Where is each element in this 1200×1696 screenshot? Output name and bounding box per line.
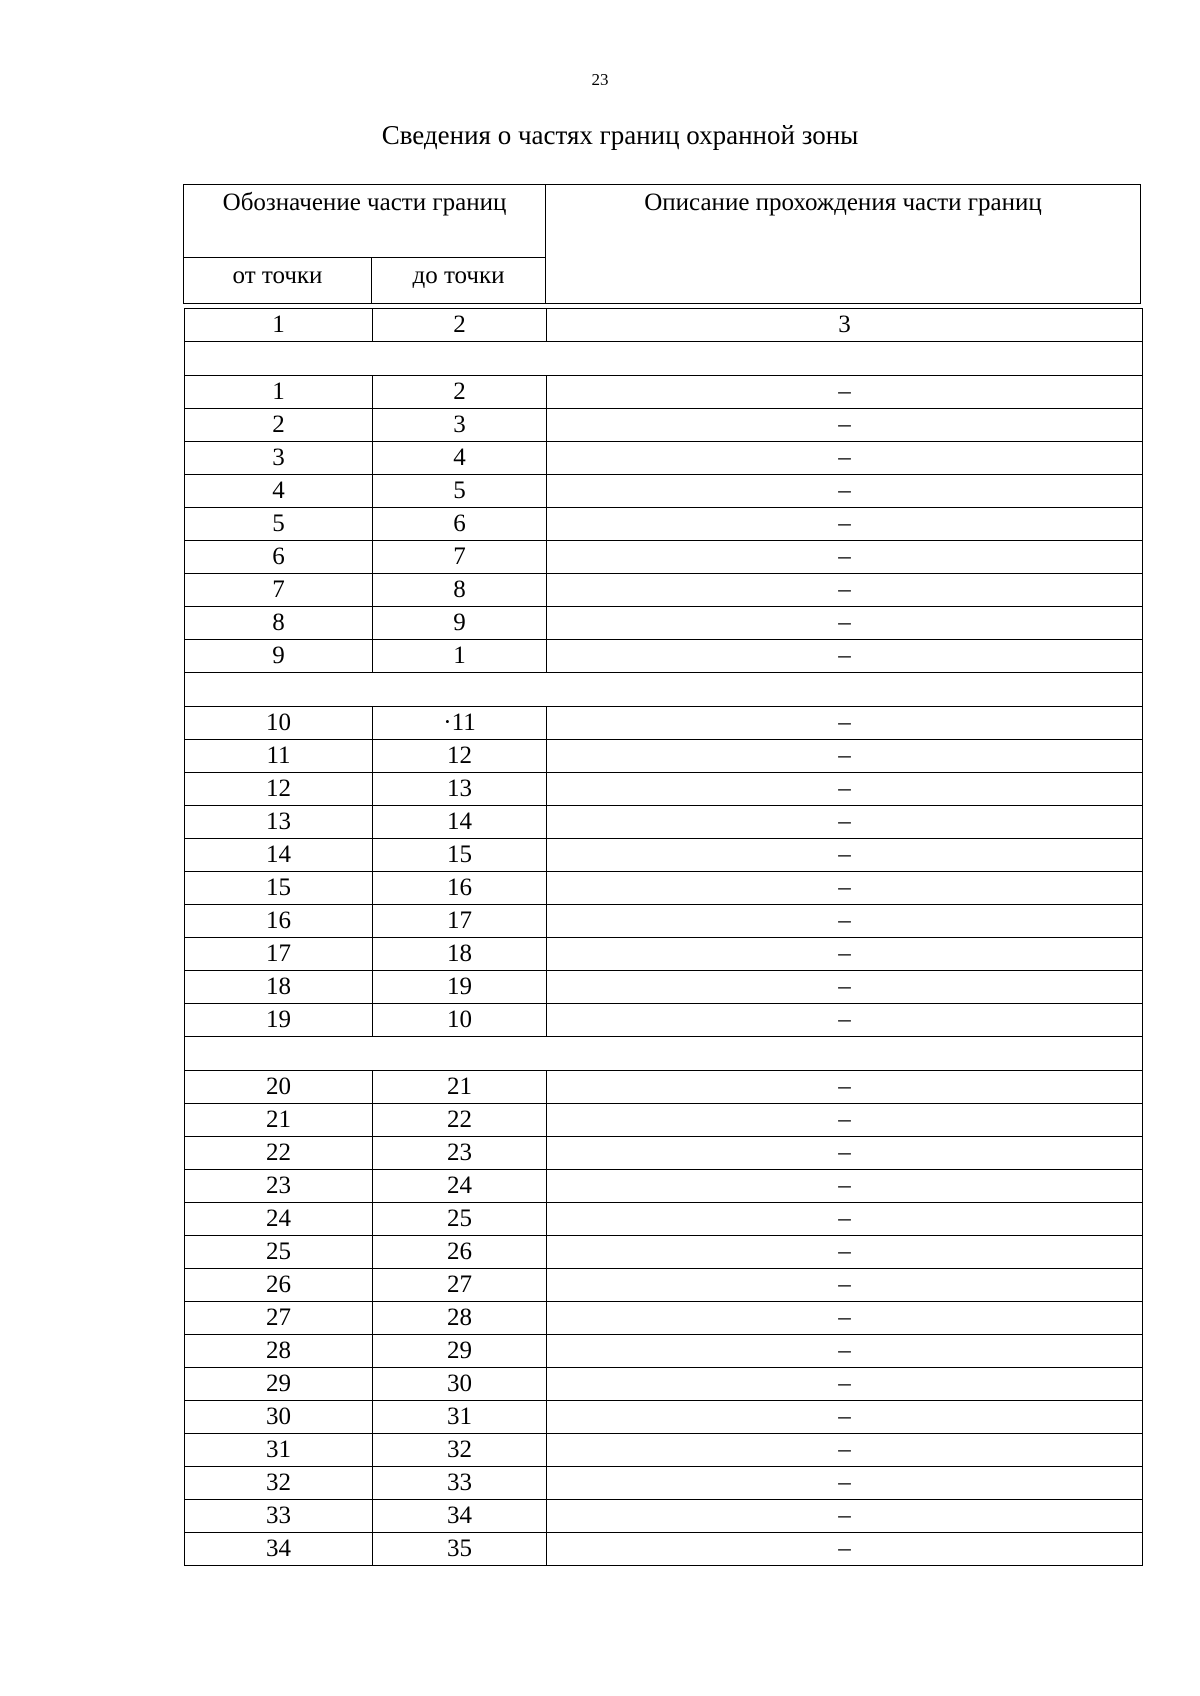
description-cell: – (547, 442, 1143, 475)
to-point-cell: 33 (373, 1467, 547, 1500)
table-row (185, 1236, 1143, 1269)
table-row (185, 1203, 1143, 1236)
to-point-cell: 21 (373, 1071, 547, 1104)
from-point-cell: 33 (185, 1500, 373, 1533)
table-row (185, 1104, 1143, 1137)
from-point-cell: 14 (185, 839, 373, 872)
table-row (185, 1368, 1143, 1401)
description-cell: – (547, 574, 1143, 607)
to-point-cell: 23 (373, 1137, 547, 1170)
from-point-cell: 24 (185, 1203, 373, 1236)
table-row (185, 1071, 1143, 1104)
table-row (185, 806, 1143, 839)
table-row (185, 1170, 1143, 1203)
to-point-cell: 2 (373, 376, 547, 409)
header-description: Описание прохождения части границ (644, 189, 1042, 216)
to-point-cell: 1 (373, 640, 547, 673)
to-point-cell: 30 (373, 1368, 547, 1401)
to-point-cell: 5 (373, 475, 547, 508)
table-row (185, 1533, 1143, 1566)
description-cell: – (547, 1236, 1143, 1269)
to-point-cell: 15 (373, 839, 547, 872)
description-cell: – (547, 607, 1143, 640)
description-cell: – (547, 475, 1143, 508)
from-point-cell: 32 (185, 1467, 373, 1500)
table-row (185, 376, 1143, 409)
from-point-cell: 21 (185, 1104, 373, 1137)
column-number-row (185, 309, 1143, 342)
from-point-cell: 10 (185, 707, 373, 740)
description-cell: – (547, 1533, 1143, 1566)
description-cell: – (547, 640, 1143, 673)
from-point-cell: 9 (185, 640, 373, 673)
description-cell: – (547, 740, 1143, 773)
column-number: 1 (185, 309, 373, 342)
table-row (185, 971, 1143, 1004)
to-point-cell: 24 (373, 1170, 547, 1203)
from-point-cell: 34 (185, 1533, 373, 1566)
description-cell: – (547, 773, 1143, 806)
from-point-cell: 13 (185, 806, 373, 839)
from-point-cell: 25 (185, 1236, 373, 1269)
to-point-cell: 7 (373, 541, 547, 574)
description-cell: – (547, 1269, 1143, 1302)
from-point-cell: 7 (185, 574, 373, 607)
description-cell: – (547, 1401, 1143, 1434)
to-point-cell: 16 (373, 872, 547, 905)
from-point-cell: 12 (185, 773, 373, 806)
from-point-cell: 27 (185, 1302, 373, 1335)
description-cell: – (547, 376, 1143, 409)
description-cell: – (547, 541, 1143, 574)
table-row (185, 1500, 1143, 1533)
description-cell: – (547, 1434, 1143, 1467)
group-label (185, 1037, 1143, 1071)
header-designation: Обозначение части границ (184, 185, 546, 258)
to-point-cell: 3 (373, 409, 547, 442)
table-row (185, 707, 1143, 740)
description-cell: – (547, 1467, 1143, 1500)
to-point-cell: 32 (373, 1434, 547, 1467)
table-row (185, 872, 1143, 905)
to-point-cell: 9 (373, 607, 547, 640)
header-to-point: до точки (372, 258, 546, 303)
boundary-table (184, 308, 1143, 1566)
to-point-cell: 8 (373, 574, 547, 607)
from-point-cell: 1 (185, 376, 373, 409)
to-point-cell: 27 (373, 1269, 547, 1302)
to-point-cell: 35 (373, 1533, 547, 1566)
group-separator-row (185, 673, 1143, 707)
table-row (185, 442, 1143, 475)
description-cell: – (547, 508, 1143, 541)
to-point-cell: 26 (373, 1236, 547, 1269)
to-point-cell: 19 (373, 971, 547, 1004)
table-row (185, 508, 1143, 541)
from-point-cell: 19 (185, 1004, 373, 1037)
to-point-cell: 17 (373, 905, 547, 938)
table-row (185, 1467, 1143, 1500)
from-point-cell: 31 (185, 1434, 373, 1467)
table-row (185, 1004, 1143, 1037)
description-cell: – (547, 872, 1143, 905)
table-row (185, 409, 1143, 442)
from-point-cell: 2 (185, 409, 373, 442)
description-cell: – (547, 938, 1143, 971)
from-point-cell: 6 (185, 541, 373, 574)
from-point-cell: 4 (185, 475, 373, 508)
to-point-cell: 14 (373, 806, 547, 839)
from-point-cell: 8 (185, 607, 373, 640)
from-point-cell: 5 (185, 508, 373, 541)
from-point-cell: 20 (185, 1071, 373, 1104)
to-point-cell: 22 (373, 1104, 547, 1137)
table-row (185, 541, 1143, 574)
from-point-cell: 28 (185, 1335, 373, 1368)
header-from-point: от точки (184, 258, 372, 303)
to-point-cell: 13 (373, 773, 547, 806)
description-cell: – (547, 1137, 1143, 1170)
description-cell: – (547, 1203, 1143, 1236)
table-row (185, 839, 1143, 872)
description-cell: – (547, 1004, 1143, 1037)
description-cell: – (547, 1071, 1143, 1104)
to-point-cell: 6 (373, 508, 547, 541)
document-title: Сведения о частях границ охранной зоны (381, 120, 859, 150)
to-point-cell: 12 (373, 740, 547, 773)
table-row (185, 1434, 1143, 1467)
description-cell: – (547, 707, 1143, 740)
from-point-cell: 23 (185, 1170, 373, 1203)
from-point-cell: 30 (185, 1401, 373, 1434)
group-label (185, 673, 1143, 707)
to-point-cell: 18 (373, 938, 547, 971)
description-cell: – (547, 839, 1143, 872)
table-row (185, 1335, 1143, 1368)
column-number: 3 (547, 309, 1143, 342)
from-point-cell: 26 (185, 1269, 373, 1302)
table-row (185, 607, 1143, 640)
table-body (185, 309, 1143, 1566)
table-row (185, 475, 1143, 508)
description-cell: – (547, 971, 1143, 1004)
description-cell: – (547, 1170, 1143, 1203)
table-row (185, 773, 1143, 806)
from-point-cell: 18 (185, 971, 373, 1004)
description-cell: – (547, 905, 1143, 938)
description-cell: – (547, 1302, 1143, 1335)
from-point-cell: 15 (185, 872, 373, 905)
table-row (185, 1137, 1143, 1170)
description-cell: – (547, 1500, 1143, 1533)
description-cell: – (547, 1335, 1143, 1368)
group-separator-row (185, 1037, 1143, 1071)
from-point-cell: 29 (185, 1368, 373, 1401)
to-point-cell: 29 (373, 1335, 547, 1368)
table-row (185, 938, 1143, 971)
group-separator-row (185, 342, 1143, 376)
page-number: 23 (591, 70, 609, 89)
description-cell: – (547, 409, 1143, 442)
to-point-cell: 34 (373, 1500, 547, 1533)
table-row (185, 1302, 1143, 1335)
to-point-cell: 31 (373, 1401, 547, 1434)
table-row (185, 574, 1143, 607)
table-row (185, 640, 1143, 673)
description-cell: – (547, 1368, 1143, 1401)
to-point-cell: 25 (373, 1203, 547, 1236)
from-point-cell: 16 (185, 905, 373, 938)
description-cell: – (547, 1104, 1143, 1137)
description-cell: – (547, 806, 1143, 839)
to-point-cell: 28 (373, 1302, 547, 1335)
table-header (183, 184, 1141, 304)
to-point-cell: ·11 (373, 707, 547, 740)
from-point-cell: 17 (185, 938, 373, 971)
from-point-cell: 3 (185, 442, 373, 475)
from-point-cell: 11 (185, 740, 373, 773)
table-row (185, 1401, 1143, 1434)
table-row (185, 1269, 1143, 1302)
column-number: 2 (373, 309, 547, 342)
to-point-cell: 10 (373, 1004, 547, 1037)
table-row (185, 740, 1143, 773)
to-point-cell: 4 (373, 442, 547, 475)
table-row (185, 905, 1143, 938)
group-label (185, 342, 1143, 376)
from-point-cell: 22 (185, 1137, 373, 1170)
